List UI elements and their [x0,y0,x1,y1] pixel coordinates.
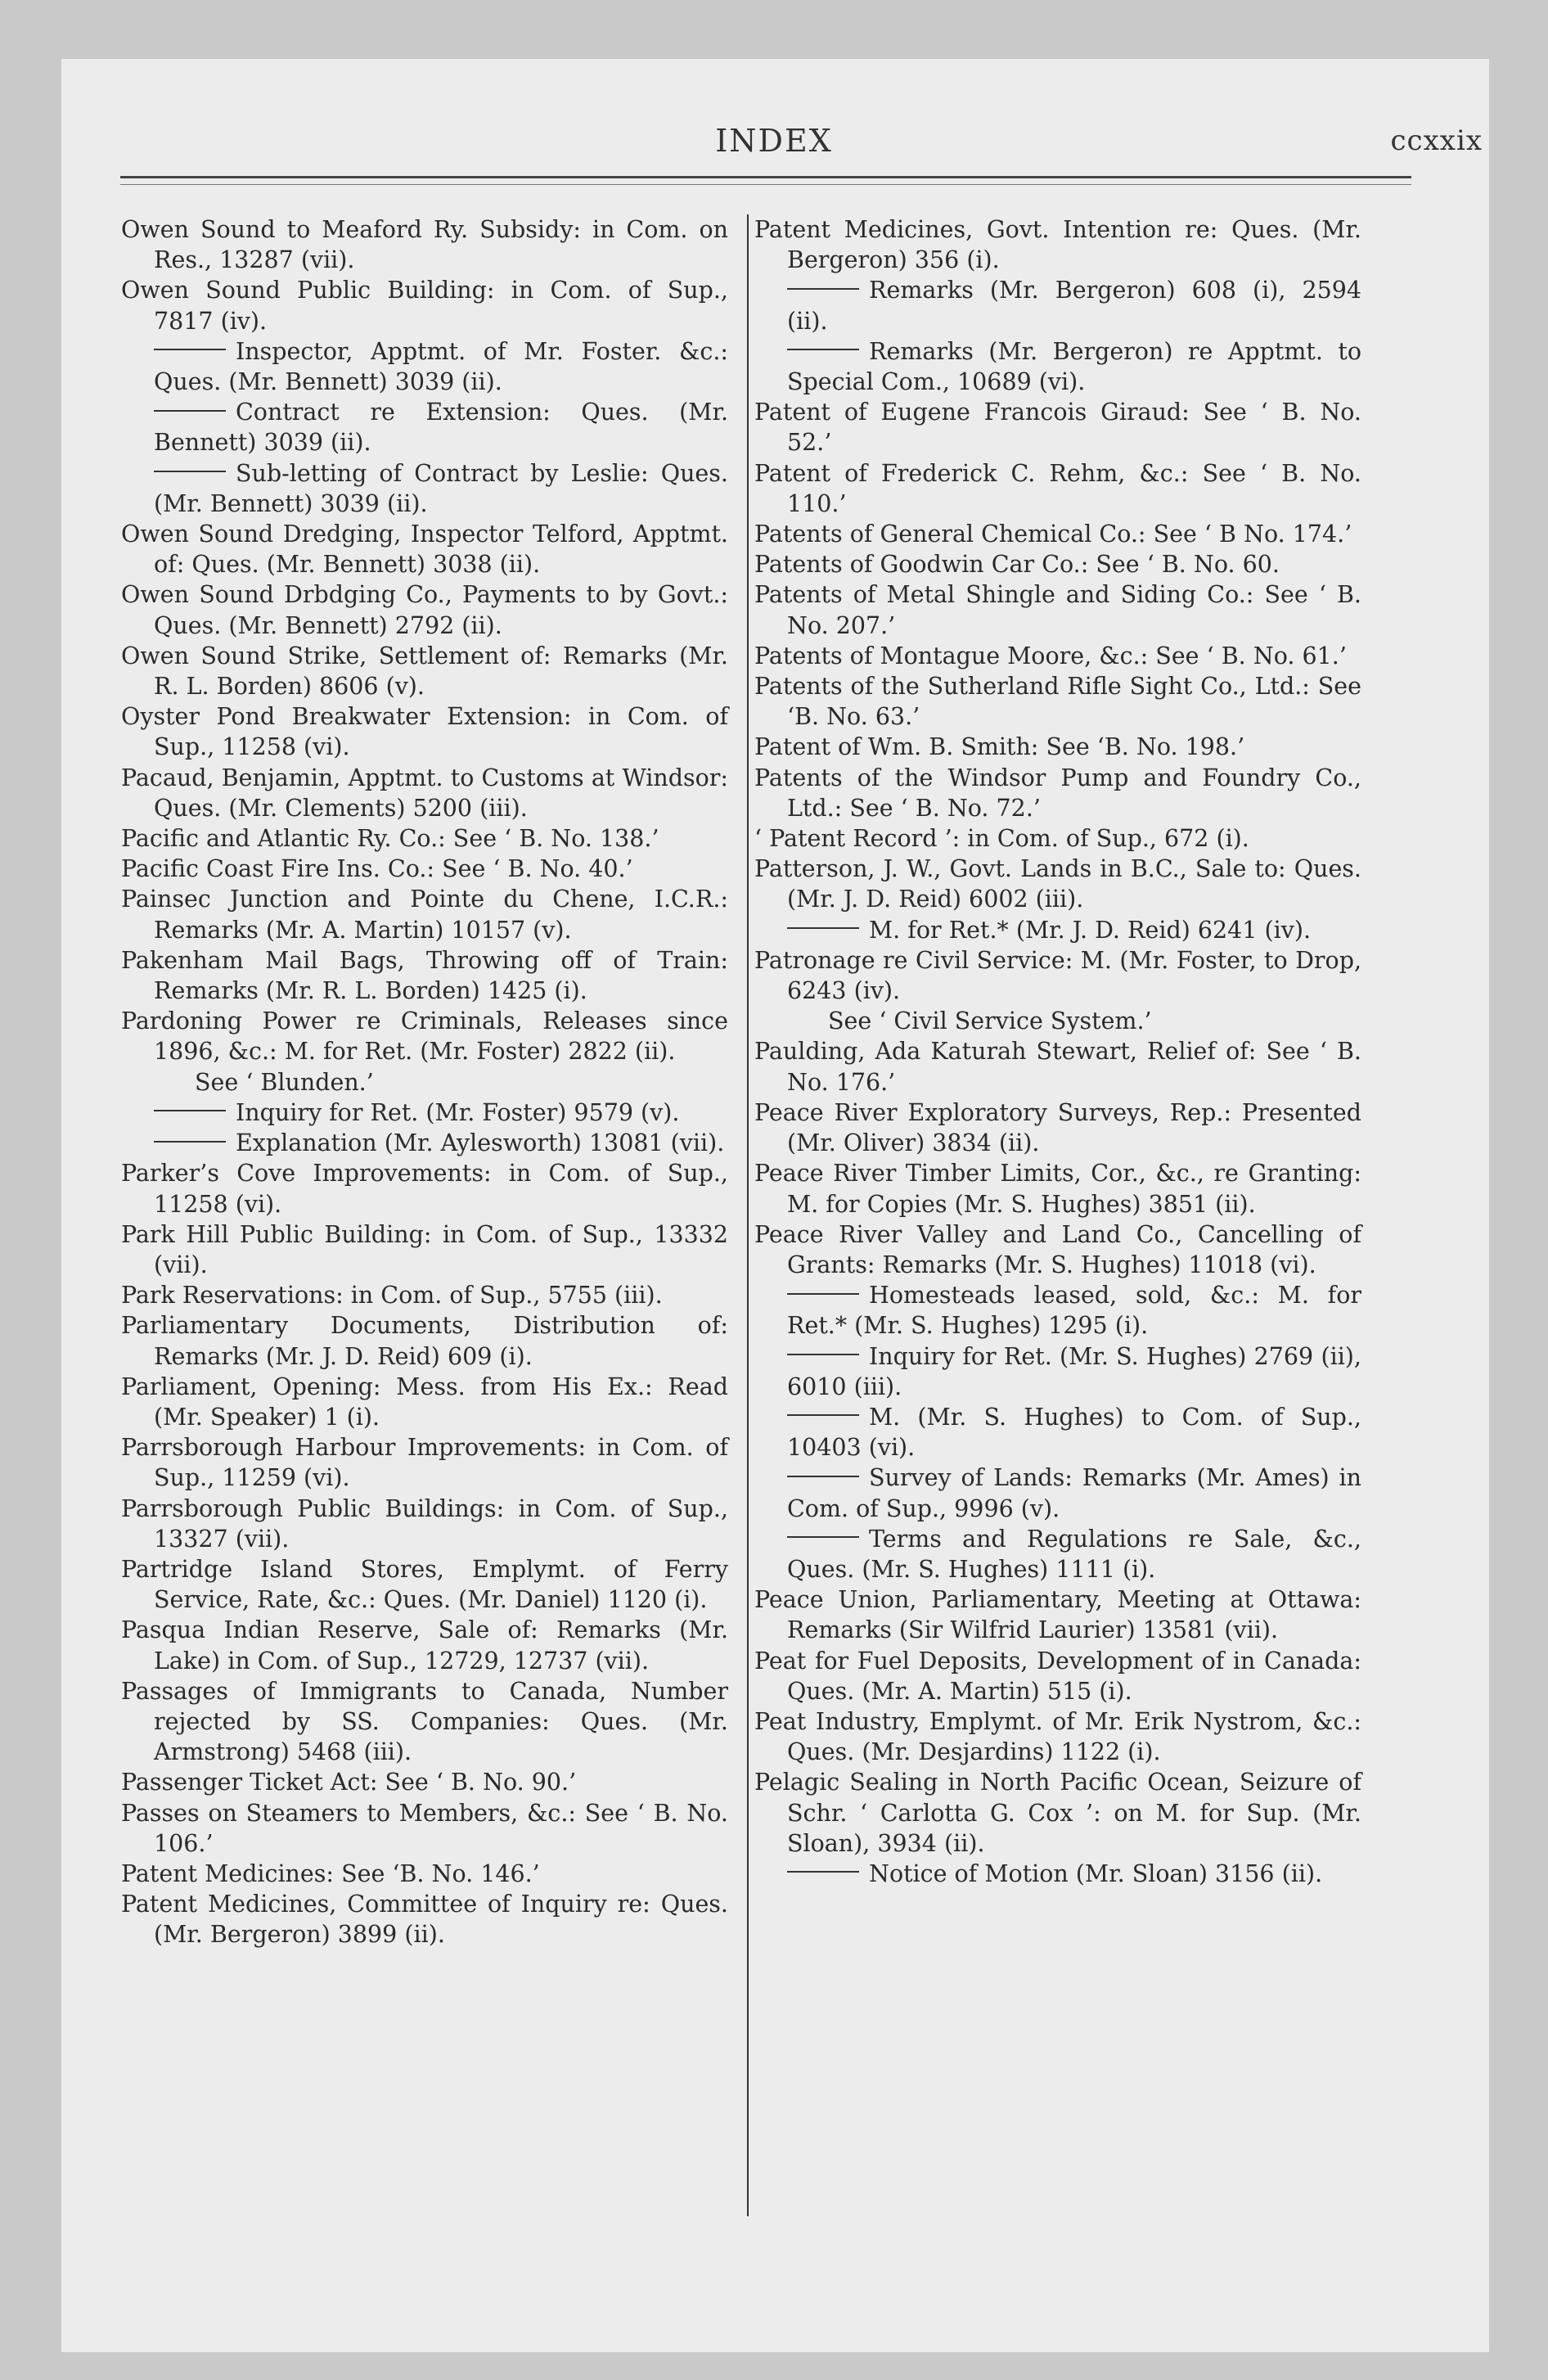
entry-text: Pakenham Mail Bags, Throwing off of Train: Remarks (Mr. R. L. Borden) 1425 (i). [121,946,728,1005]
entry-text: Pelagic Sealing in North Pacific Ocean, Seizure of Schr. ‘ Carlotta G. Cox ’: on M. for Sup. (Mr. Sloan), 3934 (ii). [754,1769,1361,1857]
entry-text: Contract re Extension: Ques. (Mr. Bennett) 3039 (ii). [154,399,728,457]
index-subentry [121,1128,728,1158]
index-entry [754,641,1361,671]
entry-text: M. for Ret.* (Mr. J. D. Reid) 6241 (iv). [869,916,1311,944]
index-entry [121,1798,728,1859]
entry-text: Terms and Regulations re Sale, &c., Ques. (Mr. S. Hughes) 1111 (i). [787,1525,1361,1583]
index-entry [121,275,728,336]
index-entry [121,519,728,579]
entry-text: Parker’s Cove Improvements: in Com. of Sup., 11258 (vi). [121,1160,728,1218]
ditto-rule [154,410,226,412]
ditto-rule [787,1293,859,1295]
ditto-rule [154,471,226,472]
index-entry [754,458,1361,519]
index-subentry [121,1098,728,1128]
entry-text: Paulding, Ada Katurah Stewart, Relief of: See ‘ B. No. 176.’ [754,1038,1361,1096]
entry-text: Parliamentary Documents, Distribution of: Remarks (Mr. J. D. Reid) 609 (i). [121,1312,728,1370]
index-entry [754,549,1361,579]
entry-text: Pacific and Atlantic Ry. Co.: See ‘ B. No. 138.’ [121,825,659,853]
entry-text: Patents of Montague Moore, &c.: See ‘ B. No. 61.’ [754,642,1347,669]
entry-text: Peat for Fuel Deposits, Development of in Canada: Ques. (Mr. A. Martin) 515 (i). [754,1647,1361,1705]
index-entry [754,214,1361,275]
index-entry [121,1372,728,1432]
index-subentry [754,915,1361,945]
entry-text: Peace River Valley and Land Co., Cancelling of Grants: Remarks (Mr. S. Hughes) 11018 (vi). [754,1220,1361,1278]
index-entry [121,1310,728,1371]
ditto-rule [787,1871,859,1873]
entry-text: Inspector, Apptmt. of Mr. Foster. &c.: Ques. (Mr. Bennett) 3039 (ii). [154,337,728,396]
column-divider [747,214,749,2216]
entry-text: Peace River Exploratory Surveys, Rep.: Presented (Mr. Oliver) 3834 (ii). [754,1098,1361,1157]
ditto-rule [787,349,859,350]
entry-text: Painsec Junction and Pointe du Chene, I.C.R.: Remarks (Mr. A. Martin) 10157 (v). [121,886,728,944]
index-entry [121,1676,728,1768]
entry-text: See ‘ Blunden.’ [195,1068,374,1096]
index-entry [121,945,728,1006]
index-entry [754,1706,1361,1767]
entry-text: Homesteads leased, sold, &c.: M. for Ret.* (Mr. S. Hughes) 1295 (i). [787,1282,1361,1340]
index-subentry [754,275,1361,336]
ditto-rule [154,1110,226,1111]
index-entry [754,1767,1361,1859]
ditto-rule [787,288,859,290]
entry-text: Passenger Ticket Act: See ‘ B. No. 90.’ [121,1769,577,1796]
index-cross-reference [754,1006,1361,1036]
index-entry [121,1494,728,1554]
entry-text: Owen Sound to Meaford Ry. Subsidy: in Com. on Res., 13287 (vii). [121,216,728,274]
entry-text: Peat Industry, Emplymt. of Mr. Erik Nystrom, &c.: Ques. (Mr. Desjardins) 1122 (i). [754,1707,1361,1766]
entry-text: Notice of Motion (Mr. Sloan) 3156 (ii). [869,1859,1323,1887]
index-entry [754,732,1361,762]
index-entry [754,1158,1361,1219]
index-entry [121,214,728,275]
index-entry [121,701,728,762]
index-entry [754,1584,1361,1645]
index-subentry [754,1341,1361,1402]
entry-text: Patent Medicines, Committee of Inquiry re: Ques. (Mr. Bergeron) 3899 (ii). [121,1891,728,1949]
entry-text: Inquiry for Ret. (Mr. Foster) 9579 (v). [236,1098,680,1126]
page-title: INDEX [715,123,833,159]
entry-text: Patent of Wm. B. Smith: See ‘B. No. 198.’ [754,733,1245,761]
entry-text: Owen Sound Dredging, Inspector Telford, Apptmt. of: Ques. (Mr. Bennett) 3038 (ii). [121,521,728,579]
index-entry [121,854,728,884]
index-entry [121,884,728,944]
ditto-rule [787,1536,859,1538]
entry-text: Patents of General Chemical Co.: See ‘ B No. 174.’ [754,521,1352,548]
ditto-rule [154,349,226,350]
entry-text: Explanation (Mr. Aylesworth) 13081 (vii). [236,1129,725,1157]
index-entry [754,854,1361,914]
entry-text: Peace Union, Parliamentary, Meeting at Ottawa: Remarks (Sir Wilfrid Laurier) 13581 (vii). [754,1586,1361,1644]
entry-text: Pardoning Power re Criminals, Releases since 1896, &c.: M. for Ret. (Mr. Foster) 2822 (ii). [121,1007,728,1066]
entry-text: Remarks (Mr. Bergeron) re Apptmt. to Special Com., 10689 (vi). [787,337,1361,396]
index-subentry [754,336,1361,397]
entry-text: Owen Sound Public Building: in Com. of Sup., 7817 (iv). [121,277,728,335]
entry-text: Patent of Eugene Francois Giraud: See ‘ B. No. 52.’ [754,399,1361,457]
entry-text: Owen Sound Drbdging Co., Payments to by Govt.: Ques. (Mr. Bennett) 2792 (ii). [121,581,728,639]
index-entry [754,671,1361,732]
index-subentry [754,1402,1361,1463]
page-header [0,115,1548,164]
ditto-rule [787,1354,859,1355]
index-entry [754,1219,1361,1280]
entry-text: Patents of Goodwin Car Co.: See ‘ B. No. 60. [754,551,1280,579]
ditto-rule [787,1414,859,1416]
entry-text: Patterson, J. W., Govt. Lands in B.C., Sale to: Ques. (Mr. J. D. Reid) 6002 (iii). [754,855,1361,913]
entry-text: Peace River Timber Limits, Cor., &c., re Granting: M. for Copies (Mr. S. Hughes) 3851 (ii). [754,1160,1361,1218]
entry-text: Inquiry for Ret. (Mr. S. Hughes) 2769 (ii), 6010 (iii). [787,1342,1361,1400]
index-entry [754,1036,1361,1097]
entry-text: Patent Medicines, Govt. Intention re: Ques. (Mr. Bergeron) 356 (i). [754,216,1361,274]
index-entry [121,1280,728,1310]
ditto-rule [154,1141,226,1143]
entry-text: Patent Medicines: See ‘B. No. 146.’ [121,1859,540,1887]
index-entry [754,1646,1361,1706]
entry-text: Patents of the Windsor Pump and Foundry Co., Ltd.: See ‘ B. No. 72.’ [754,764,1361,822]
index-entry [754,1098,1361,1158]
ditto-rule [787,927,859,929]
header-rule-thin [120,184,1411,185]
page-number: ccxxix [1390,124,1483,157]
index-entry [121,823,728,854]
index-entry [754,579,1361,640]
index-subentry [121,397,728,458]
entry-text: Patents of Metal Shingle and Siding Co.: See ‘ B. No. 207.’ [754,581,1361,639]
index-subentry [754,1463,1361,1523]
entry-text: Park Reservations: in Com. of Sup., 5755 (iii). [121,1282,663,1309]
header-rule [120,176,1411,178]
entry-text: Passes on Steamers to Members, &c.: See ‘ B. No. 106.’ [121,1799,728,1857]
entry-text: Parliament, Opening: Mess. from His Ex.: Read (Mr. Speaker) 1 (i). [121,1373,728,1431]
index-subentry [121,336,728,397]
entry-text: Patent of Frederick C. Rehm, &c.: See ‘ B. No. 110.’ [754,459,1361,517]
index-entry [121,1859,728,1889]
entry-text: Park Hill Public Building: in Com. of Sup., 13332 (vii). [121,1220,728,1278]
index-entry [754,763,1361,823]
index-entry [121,1158,728,1219]
index-entry [121,1432,728,1493]
left-column [121,214,728,1950]
index-entry [121,763,728,823]
entry-text: Parrsborough Public Buildings: in Com. of Sup., 13327 (vii). [121,1494,728,1553]
entry-text: Remarks (Mr. Bergeron) 608 (i), 2594 (ii). [787,277,1361,335]
entry-text: Owen Sound Strike, Settlement of: Remarks (Mr. R. L. Borden) 8606 (v). [121,642,728,701]
entry-text: See ‘ Civil Service System.’ [828,1007,1152,1035]
index-entry [754,397,1361,458]
index-entry [121,641,728,701]
index-subentry [121,458,728,519]
index-entry [121,1615,728,1675]
entry-text: ‘ Patent Record ’: in Com. of Sup., 672 (i). [754,825,1249,853]
entry-text: Partridge Island Stores, Emplymt. of Ferry Service, Rate, &c.: Ques. (Mr. Daniel) 1120 (i). [121,1555,728,1614]
index-entry [754,945,1361,1006]
entry-text: Pasqua Indian Reserve, Sale of: Remarks (Mr. Lake) in Com. of Sup., 12729, 12737 (vii). [121,1616,728,1675]
entry-text: Patents of the Sutherland Rifle Sight Co., Ltd.: See ‘B. No. 63.’ [754,673,1361,731]
index-entry [754,519,1361,549]
index-entry [121,1889,728,1950]
right-column [754,214,1361,1889]
index-entry [121,1219,728,1280]
entry-text: M. (Mr. S. Hughes) to Com. of Sup., 10403 (vi). [787,1403,1361,1462]
index-subentry [754,1524,1361,1584]
entry-text: Parrsborough Harbour Improvements: in Com. of Sup., 11259 (vi). [121,1434,728,1492]
ditto-rule [787,1476,859,1477]
entry-text: Patronage re Civil Service: M. (Mr. Foster, to Drop, 6243 (iv). [754,946,1361,1005]
index-entry [754,823,1361,854]
index-entry [121,1006,728,1066]
index-entry [121,1554,728,1615]
entry-text: Oyster Pond Breakwater Extension: in Com. of Sup., 11258 (vi). [121,703,728,761]
entry-text: Pacific Coast Fire Ins. Co.: See ‘ B. No. 40.’ [121,855,633,883]
index-cross-reference [121,1067,728,1098]
entry-text: Survey of Lands: Remarks (Mr. Ames) in Com. of Sup., 9996 (v). [787,1464,1361,1522]
entry-text: Passages of Immigrants to Canada, Number rejected by SS. Companies: Ques. (Mr. Armstrong) 5468 (iii). [121,1677,728,1766]
index-entry [121,579,728,640]
entry-text: Sub-letting of Contract by Leslie: Ques. (Mr. Bennett) 3039 (ii). [154,459,728,517]
index-subentry [754,1280,1361,1341]
entry-text: Pacaud, Benjamin, Apptmt. to Customs at Windsor: Ques. (Mr. Clements) 5200 (iii). [121,764,728,822]
index-entry [121,1767,728,1797]
index-subentry [754,1859,1361,1889]
